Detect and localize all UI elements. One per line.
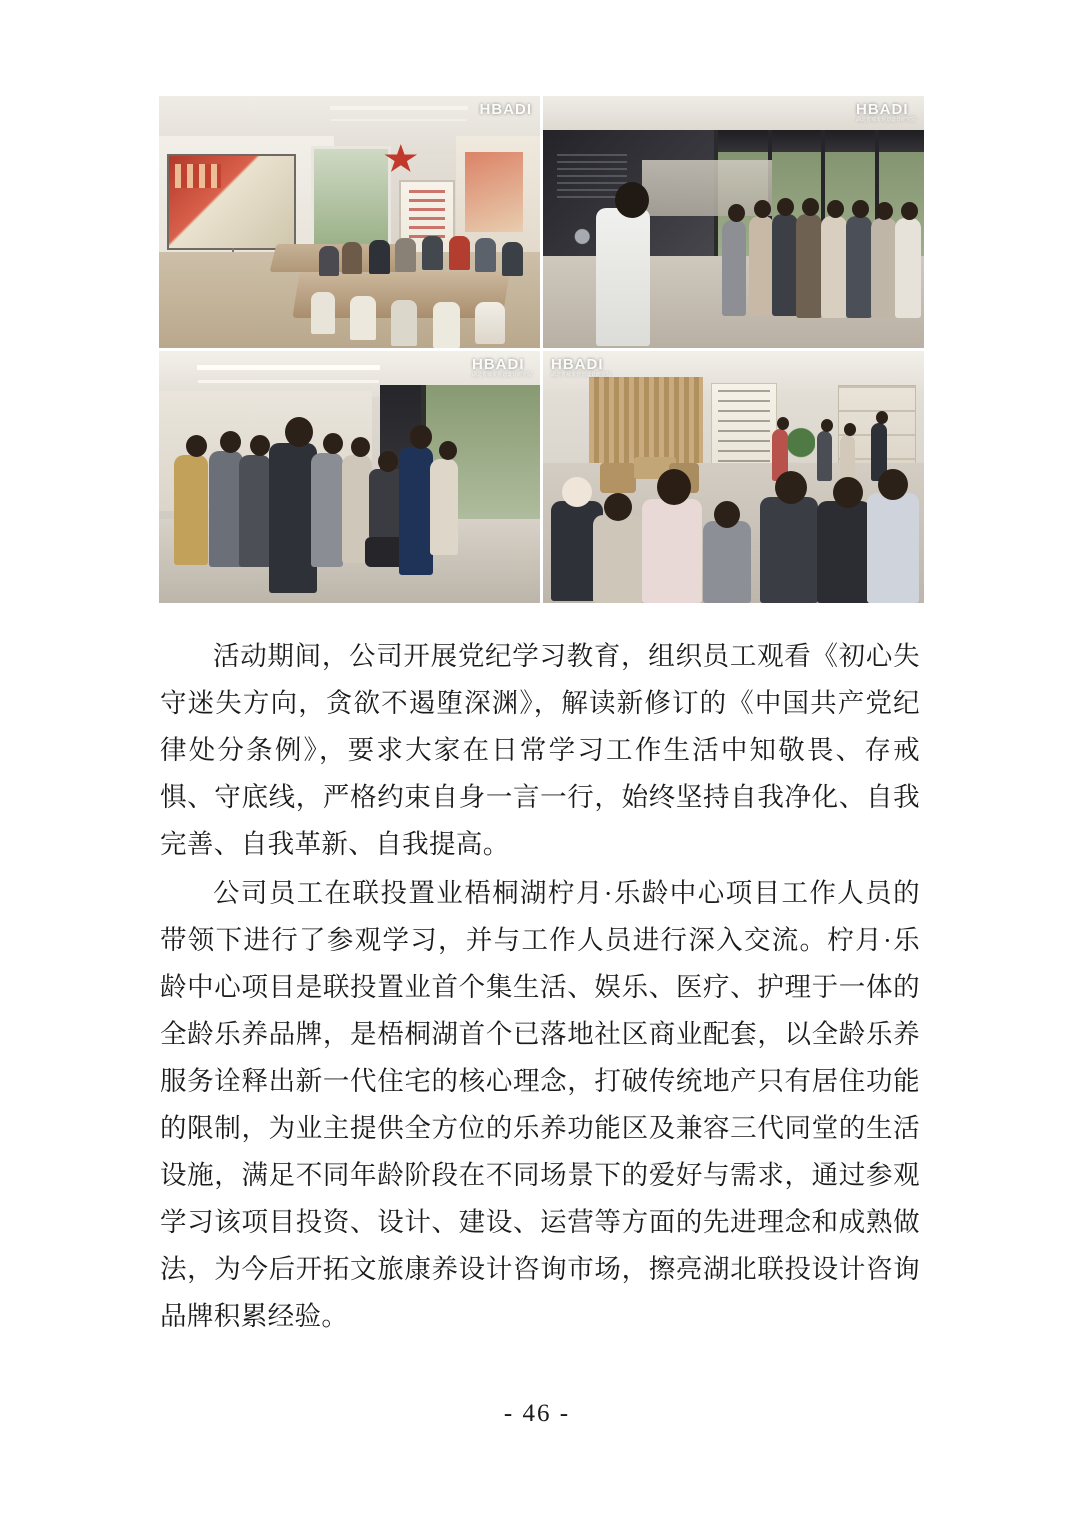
photo-watermark: HBADI 湖北省城市规划设计研究院 bbox=[471, 356, 532, 378]
photo-watermark: HBADI bbox=[479, 101, 532, 118]
page-number: - 46 - bbox=[503, 1400, 571, 1427]
page-content bbox=[160, 96, 920, 1342]
photo-watermark: HBADI 湖北省城市规划设计研究院 bbox=[855, 101, 916, 123]
paragraph-site-visit: 公司员工在联投置业梧桐湖柠月·乐龄中心项目工作人员的带领下进行了参观学习，并与工作人员进行深入交流。柠月·乐龄中心项目是联投置业首个集生活、娱乐、医疗、护理于一体的全龄乐养品牌，是梧桐湖首个已落地社区商业配套，以全龄乐养服务诠释出新一代住宅的核心理念，打破传统地产只有居住功能的限制，为业主提供全方位的乐养功能区及兼容三代同堂的生活设施，满足不同年龄阶段在不同场景下的爱好与需求，通过参观学习该项目投资、设计、建设、运营等方面的先进理念和成熟做法，为今后开拓文旅康养设计咨询市场，擦亮湖北联投设计咨询品牌积累经验。 bbox=[160, 878, 920, 1331]
photo-meeting-room bbox=[159, 96, 540, 348]
photo-grid bbox=[159, 96, 924, 603]
photo-standing-group bbox=[543, 96, 924, 348]
body-text bbox=[160, 633, 920, 1340]
photo-watermark: HBADI 湖北省城市规划设计研究院 bbox=[551, 356, 612, 378]
photo-lobby-visit bbox=[159, 351, 540, 603]
paragraph-party-discipline: 活动期间，公司开展党纪学习教育，组织员工观看《初心失守迷失方向，贪欲不遏堕深渊》，解读新修订的《中国共产党纪律处分条例》，要求大家在日常学习工作生活中知敬畏、存戒惧、守底线，严格约束自身一言一行，始终坚持自我净化、自我完善、自我革新、自我提高。 bbox=[160, 641, 920, 859]
photo-hall-seating bbox=[543, 351, 924, 603]
